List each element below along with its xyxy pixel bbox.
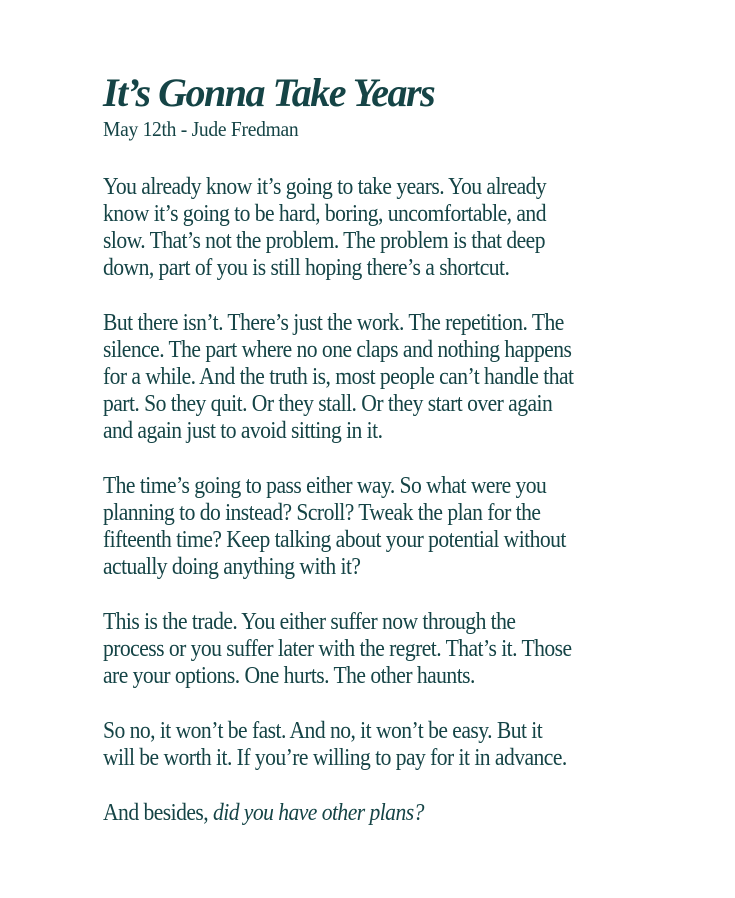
- text-line: The time’s going to pass either way. So what were you: [103, 473, 547, 499]
- text-line: down, part of you is still hoping there’s a shortcut.: [103, 255, 510, 281]
- closing-emphasis: did you have other plans?: [212, 800, 424, 826]
- text-line: slow. That’s not the problem. The problem is that deep: [103, 228, 545, 254]
- text-line: for a while. And the truth is, most people can’t handle that: [103, 364, 574, 390]
- text-line: know it’s going to be hard, boring, uncomfortable, and: [103, 201, 546, 227]
- text-line: and again just to avoid sitting in it.: [103, 418, 383, 444]
- paragraph-1: [103, 174, 703, 282]
- byline: May 12th - Jude Fredman: [103, 117, 299, 141]
- closing-lead: And besides,: [103, 800, 213, 826]
- paragraph-3: [103, 473, 703, 581]
- text-line: So no, it won’t be fast. And no, it won’t be easy. But it: [103, 718, 543, 744]
- text-line: will be worth it. If you’re willing to pay for it in advance.: [103, 745, 567, 771]
- text-line: You already know it’s going to take years. You already: [103, 174, 547, 200]
- text-line: But there isn’t. There’s just the work. The repetition. The: [103, 310, 564, 336]
- closing-paragraph: [103, 800, 703, 827]
- text-line: are your options. One hurts. The other haunts.: [103, 663, 475, 689]
- paragraph-4: [103, 609, 703, 690]
- text-line: process or you suffer later with the regret. That’s it. Those: [103, 636, 572, 662]
- text-line: part. So they quit. Or they stall. Or they start over again: [103, 391, 553, 417]
- text-line: planning to do instead? Scroll? Tweak the plan for the: [103, 500, 541, 526]
- paragraph-2: [103, 310, 703, 445]
- text-line: silence. The part where no one claps and nothing happens: [103, 337, 572, 363]
- page-title: It’s Gonna Take Years: [103, 70, 435, 115]
- document-page: [103, 68, 703, 855]
- text-line: fifteenth time? Keep talking about your potential without: [103, 527, 566, 553]
- document-body: [103, 174, 703, 827]
- paragraph-5: [103, 718, 703, 772]
- text-line: actually doing anything with it?: [103, 554, 361, 580]
- text-line: This is the trade. You either suffer now through the: [103, 609, 516, 635]
- closing-line: [103, 800, 643, 827]
